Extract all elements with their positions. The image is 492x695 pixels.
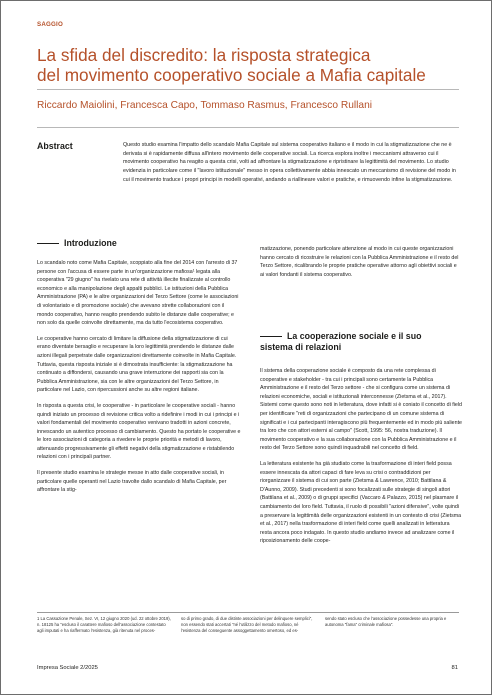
abstract-text (123, 141, 459, 186)
body-paragraph: Lo scandalo noto come Mafia Capitale, scoppiato alla fine del 2014 con l'arresto di 37 persone con l'accusa di essere parte in un'organizzazione mafiosa¹ legata alla cooperativa "29 giugno" ha rivelato una rete di attività illecite finalizzate al controllo economico e alla manipolazione degli appalti pubblici. Le istituzioni della Pubblica Amministrazione (PA) e le altre organizzazioni del Terzo Settore (come le associazioni di volontariato e di promozione sociale) che avevano strette collaborazioni con il mondo cooperativo, hanno reagito prendendo subito le distanze dalle cooperative; e non solo da quelle coinvolte direttamente, ma da tutto l'ecosistema cooperativo. (37, 260, 239, 327)
author-list: Riccardo Maiolini, Francesca Capo, Tommaso Rasmus, Francesco Rullani (37, 100, 372, 111)
coop-heading-line-1: La cooperazione sociale e il suo (287, 331, 422, 341)
footnote-divider (37, 612, 459, 613)
coop-heading (260, 331, 421, 353)
coop-heading-line-2: sistema di relazioni (260, 342, 342, 352)
column-right-top (260, 245, 462, 279)
column-left (37, 259, 241, 495)
footnote-column: so di primo grado, di due distinte associazioni per delinquere semplici", non essendo stati accertati "né l'utilizzo del metodo mafioso, né l'esistenza del conseguente assoggettamento omertoso, ed es- (181, 616, 313, 634)
article-title-line-2: del movimento cooperativo sociale a Mafia capitale (37, 65, 426, 85)
abstract-paragraph: Questo studio esamina l'impatto dello scandalo Mafia Capitale sul sistema cooperativo italiano e il modo in cui la stigmatizzazione che ne è derivata si è rapidamente diffusa all'intero movimento delle cooperative sociali. La ricerca esplora inoltre i meccanismi attraverso cui il movimento cooperativo ha reagito a questa crisi, volti ad affrontare la stigmatizzazione e ripristinare la legittimità del movimento. Lo studio evidenzia in particolare come il "lavoro istituzionale" messo in opera collettivamente abbia innescato un meccanismo di revisione del modo in cui il movimento traduce i propri principi in modelli operativi, andando a riallineare valori e pratiche, e rimuovendo infine la stigmatizzazione. (123, 142, 456, 183)
body-paragraph: Il presente studio esamina le strategie messe in atto dalle cooperative sociali, in particolare quelle operanti nel Lazio travolte dallo scandalo di Mafia Capitale, per affrontare la stig- (37, 470, 227, 494)
abstract-label: Abstract (37, 141, 73, 151)
title-divider (37, 89, 459, 90)
body-paragraph: In risposta a questa crisi, le cooperative - in particolare le cooperative sociali - hanno quindi iniziato un processo di revisione critica volto a ridefinire i modi in cui i principi e i valori fondamentali del movimento cooperativo venivano tradotti in azioni concrete, innescando un autentico processo di cambiamento. Questo ha portato le cooperative e le loro associazioni di categoria a rivedere le proprie priorità e metodi di lavoro, attenuando progressivamente gli effetti negativi della stigmatizzazione e ristabilendo relazioni con i principali partner. (37, 402, 241, 461)
body-paragraph: matizzazione, ponendo particolare attenzione al modo in cui queste organizzazioni hanno cercato di ricostruire le relazioni con la Pubblica Amministrazione e il resto del Terzo Settore, ricalibrando le proprie pratiche operative attorno agli obiettivi sociali e ai valori fondanti il sistema cooperativo. (260, 246, 459, 278)
article-title-line-1: La sfida del discredito: la risposta strategica (37, 45, 371, 65)
intro-heading-text: Introduzione (64, 238, 117, 248)
journal-footer: Impresa Sociale 2/2025 (37, 665, 98, 671)
intro-heading (37, 238, 117, 249)
body-paragraph: Il sistema della cooperazione sociale è composto da una rete complessa di cooperative e stakeholder - tra cui i principali sono certamente la Pubblica Amministrazione e il resto del Terzo settore - che si configura come un sistema di relazioni economiche, sociali e istituzionali interconnesse (Zietsma et al., 2017). Sistemi come questo sono noti in letteratura, dove infatti si è coniato il concetto di field per identificare "reti di organizzazioni che partecipano di un comune sistema di significati e i cui partecipanti interagiscono più frequentemente ed in modo più saliente tra loro che con attori esterni al campo" (Scott, 1995: 56, nostra traduzione). Il movimento cooperativo e la sua collaborazione con la Pubblica Amministrazione e il resto del Terzo Settore sono quindi inquadrabili nel concetto di field. (260, 368, 462, 452)
article-title (37, 45, 467, 85)
footnotes (37, 616, 459, 634)
heading-rule (260, 336, 282, 337)
body-paragraph: Le cooperative hanno cercato di limitare la diffusione della stigmatizzazione di cui erano diventate bersaglio e recuperare la loro legittimità prendendo le distanze dalle azioni illegali perpetrate dalle organizzazioni direttamente coinvolte in Mafia Capitale. Tuttavia, questa risposta iniziale si è dimostrata insufficiente: la stigmatizzazione ha continuato a diffondersi, causando una grave interruzione dei rapporti sia con la Pubblica Amministrazione, sia con le altre organizzazioni del Terzo Settore, in particolare nel Lazio, con ripercussioni anche su altre regioni italiane. (37, 335, 237, 394)
page-number: 81 (451, 665, 458, 671)
body-paragraph: La letteratura esistente ha già studiato come la trasformazione di interi field possa essere innescata da attori capaci di fare leva su crisi o contraddizioni per riorganizzare il sistema di cui son parte (Zietsma & Lawrence, 2010; Battilana & D'Aunno, 2009). Studi precedenti si sono focalizzati sulle strategie di singoli attori (Battilana et al., 2009) o di gruppi specifici (Vaccaro & Palazzo, 2015) nel plasmare il cambiamento dei loro field. Tuttavia, il ruolo di possibili "azioni difensive", volte quindi a preservare la legittimità delle organizzazioni esistenti in un contesto di crisi (Zietsma et al., 2017) nella trasformazione di interi field come quelli analizzati in letteratura resta ancora poco indagato. In questo studio andiamo invece ad analizzare come il riposizionamento delle coope- (260, 460, 462, 545)
author-divider (37, 127, 459, 128)
heading-rule (37, 243, 59, 244)
footnote-column: sendo stato escluso che l'associazione possedesse una propria e autonoma "fama" criminale mafiosa". (325, 616, 447, 628)
footnote-column: 1 La Cassazione Penale, Sez. VI, 12 giugno 2020 (ud. 22 ottobre 2019), n. 18125 ha "escluso il carattere mafioso dell'associazione contestato agli imputati e ha riaffermato l'esistenza, già ritenuta nel proces- (37, 616, 171, 634)
section-kicker: SAGGIO (37, 21, 63, 28)
column-right-bottom (260, 367, 462, 546)
